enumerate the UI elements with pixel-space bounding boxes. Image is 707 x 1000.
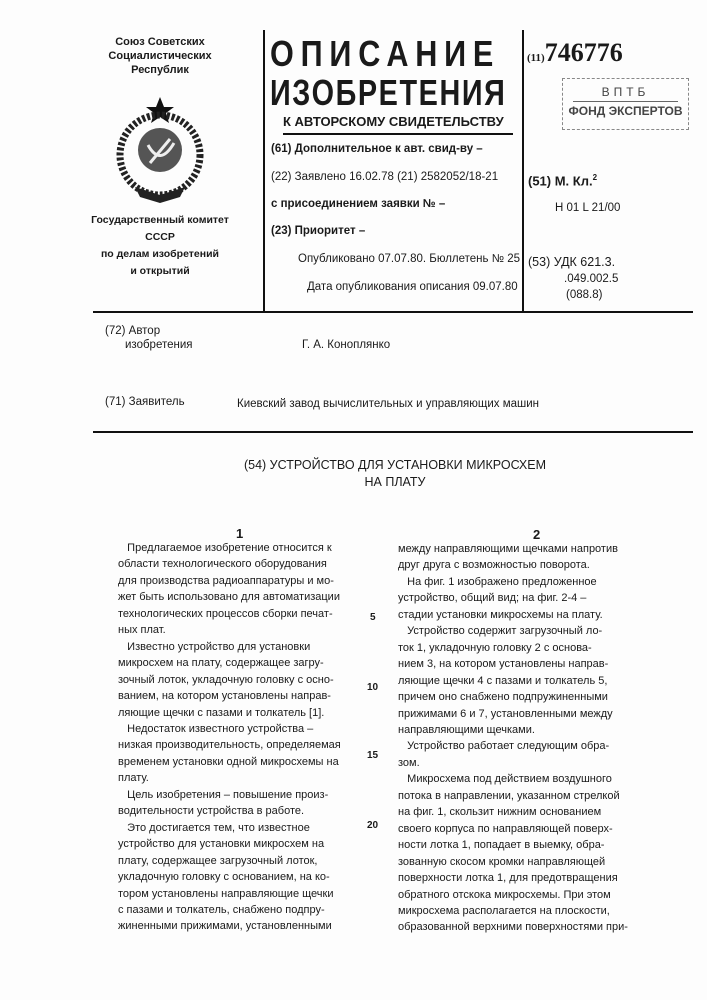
text-line: прижимами 6 и 7, установленными между	[398, 706, 628, 722]
text-line: направляющими щечками.	[398, 722, 628, 738]
divider	[283, 133, 513, 135]
text-line: тором установлены направляющие щечки	[118, 886, 341, 902]
ussr-emblem-icon	[110, 95, 210, 205]
field-published: Опубликовано 07.07.80. Бюллетень № 25	[298, 253, 520, 265]
org-line: Союз Советских	[90, 35, 230, 49]
text-line: между направляющими щечками напротив	[398, 541, 628, 557]
text-line: своего корпуса по направляющей поверх-	[398, 821, 628, 837]
doc-title: ОПИСАНИЕ	[270, 34, 500, 74]
stamp-line: ФОНД ЭКСПЕРТОВ	[563, 104, 688, 118]
patent-number	[527, 38, 623, 68]
committee-line: по делам изобретений	[90, 246, 230, 263]
field-72: (72) Автор	[105, 325, 160, 337]
committee-line: СССР	[90, 229, 230, 246]
text-line: поверхности лотка 1, для предотвращения	[398, 870, 628, 886]
field-51-label: (51) М. Кл.	[528, 173, 593, 188]
text-line: обратного отскока микросхемы. При этом	[398, 887, 628, 903]
text-line: стадии установки микросхемы на плату.	[398, 607, 628, 623]
text-line: устройство для установки микросхем на	[118, 836, 341, 852]
line-number: 10	[367, 682, 378, 693]
text-column-1	[118, 540, 341, 935]
text-line: нием 3, на котором установлены направ-	[398, 656, 628, 672]
field-53: (53) УДК 621.3.	[528, 255, 615, 269]
text-line: образованной верхними поверхностями при-	[398, 919, 628, 935]
line-number: 20	[367, 820, 378, 831]
text-line: жиненными прижимами, установленными	[118, 918, 341, 934]
text-line: водительности устройства в работе.	[118, 803, 341, 819]
text-line: Цель изобретения – повышение произ-	[118, 787, 341, 803]
field-71: (71) Заявитель	[105, 396, 185, 408]
text-line: микросхема располагается на плоскости,	[398, 903, 628, 919]
field-22: (22) Заявлено 16.02.78 (21) 2582052/18-21	[271, 171, 498, 183]
text-line: ляющие щечки с пазами и толкатель [1].	[118, 705, 341, 721]
text-line: ток 1, укладочную головку 2 с основа-	[398, 640, 628, 656]
text-line: жет быть использовано для автоматизации	[118, 589, 341, 605]
patent-number-code: (11)	[527, 52, 545, 64]
text-line: укладочную головку с основанием, на ко-	[118, 869, 341, 885]
org-line: Социалистических	[90, 49, 230, 63]
text-line: микросхем на плату, содержащее загру-	[118, 655, 341, 671]
committee-line: Государственный комитет	[90, 212, 230, 229]
text-line: зочный лоток, укладочную головку с осно-	[118, 672, 341, 688]
text-line: временем установки одной микросхемы на	[118, 754, 341, 770]
text-line: зованную скосом кромки направляющей	[398, 854, 628, 870]
text-column-2	[398, 541, 628, 936]
text-line: для производства радиоаппаратуры и мо-	[118, 573, 341, 589]
text-line: ляющие щечки 4 с пазами и толкатель 5,	[398, 673, 628, 689]
invention-title: (54) УСТРОЙСТВО ДЛЯ УСТАНОВКИ МИКРОСХЕМ	[0, 458, 707, 472]
text-line: Устройство содержит загрузочный ло-	[398, 623, 628, 639]
stamp-line: ВПТБ	[563, 85, 688, 99]
line-number: 5	[370, 612, 376, 623]
column-number: 2	[533, 527, 540, 542]
divider	[93, 311, 693, 313]
text-line: причем оно снабжено подпружиненными	[398, 689, 628, 705]
text-line: на фиг. 1, скользит нижним основанием	[398, 804, 628, 820]
line-number: 15	[367, 750, 378, 761]
text-line: друг друга с возможностью поворота.	[398, 557, 628, 573]
text-line: области технологического оборудования	[118, 556, 341, 572]
text-line: Микросхема под действием воздушного	[398, 771, 628, 787]
text-line: устройство, общий вид; на фиг. 2-4 –	[398, 590, 628, 606]
field-51-sup: 2	[593, 173, 597, 182]
text-line: зом.	[398, 755, 628, 771]
field-72b: изобретения	[125, 339, 193, 351]
udk-line: .049.002.5	[564, 273, 618, 285]
text-line: Недостаток известного устройства –	[118, 721, 341, 737]
field-51	[528, 173, 597, 188]
text-line: ности лотка 1, попадает в выемку, обра-	[398, 837, 628, 853]
doc-title-2: ИЗОБРЕТЕНИЯ	[270, 73, 506, 113]
field-join: с присоединением заявки № –	[271, 198, 445, 210]
patent-number-value: 746776	[545, 38, 623, 67]
column-number: 1	[236, 526, 243, 541]
text-line: Известно устройство для установки	[118, 639, 341, 655]
text-line: Устройство работает следующим обра-	[398, 738, 628, 754]
udk-line: (088.8)	[566, 289, 602, 301]
text-line: На фиг. 1 изображено предложенное	[398, 574, 628, 590]
ipc-class: H 01 L 21/00	[555, 202, 620, 214]
invention-title-2: НА ПЛАТУ	[0, 475, 707, 489]
text-line: низкая производительность, определяемая	[118, 737, 341, 753]
field-23: (23) Приоритет –	[271, 225, 365, 237]
library-stamp	[562, 78, 689, 130]
doc-subtitle: К АВТОРСКОМУ СВИДЕТЕЛЬСТВУ	[283, 114, 504, 129]
author-name: Г. А. Коноплянко	[302, 339, 390, 351]
text-line: потока в направлении, указанном стрелкой	[398, 788, 628, 804]
text-line: с пазами и толкатель, снабжено подпру-	[118, 902, 341, 918]
patent-page	[0, 0, 707, 1000]
divider	[263, 30, 265, 312]
committee-line: и открытий	[90, 263, 230, 280]
applicant-name: Киевский завод вычислительных и управляющих машин	[237, 398, 539, 410]
org-line: Республик	[90, 63, 230, 77]
committee-name	[90, 212, 230, 280]
text-line: Это достигается тем, что известное	[118, 820, 341, 836]
divider	[522, 30, 524, 312]
text-line: ных плат.	[118, 622, 341, 638]
field-desc-date: Дата опубликования описания 09.07.80	[307, 281, 518, 293]
text-line: плату.	[118, 770, 341, 786]
divider	[93, 431, 693, 433]
org-name	[90, 35, 230, 77]
text-line: ванием, на котором установлены направ-	[118, 688, 341, 704]
field-61: (61) Дополнительное к авт. свид-ву –	[271, 143, 483, 155]
text-line: Предлагаемое изобретение относится к	[118, 540, 341, 556]
text-line: технологических процессов сборки печат-	[118, 606, 341, 622]
text-line: плату, содержащее загрузочный лоток,	[118, 853, 341, 869]
